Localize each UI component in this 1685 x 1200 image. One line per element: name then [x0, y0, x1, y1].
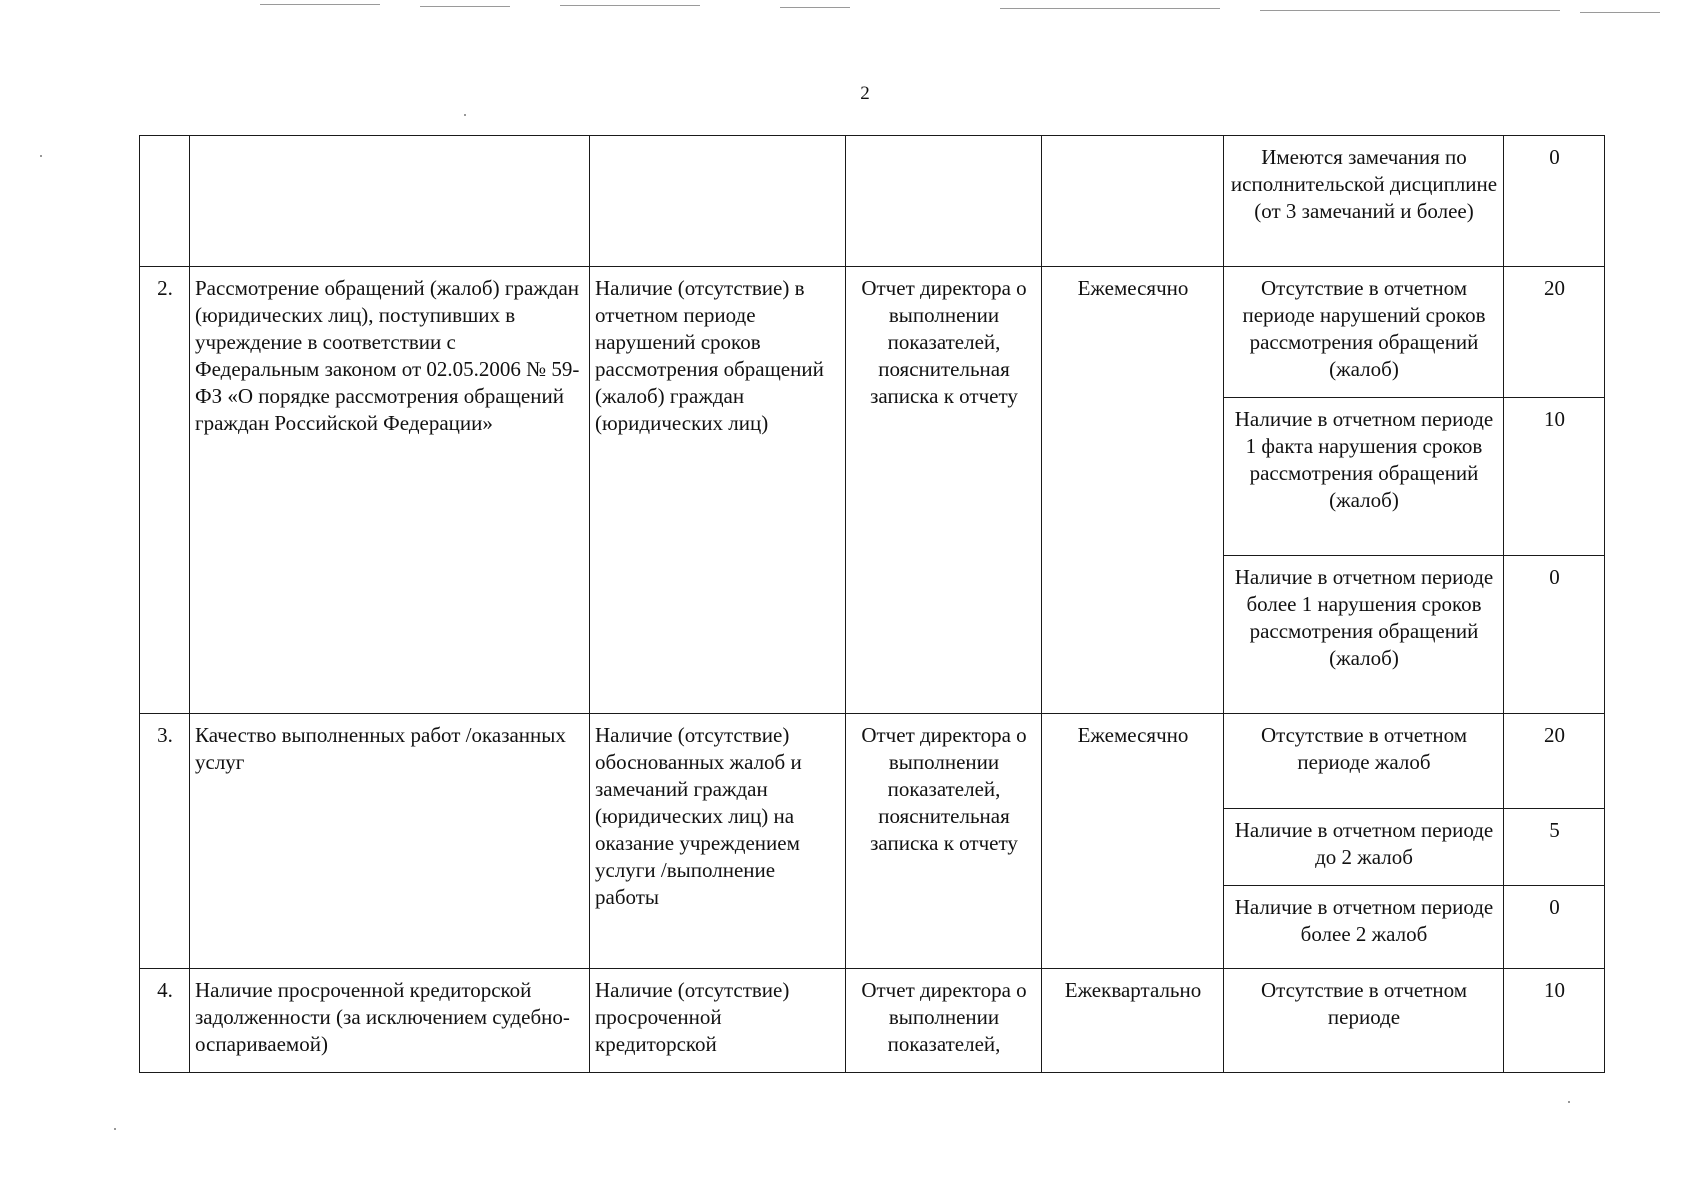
scan-artifact-dot	[464, 114, 466, 116]
table-row-continuation	[140, 136, 1605, 267]
page-number: 2	[860, 83, 870, 104]
indicator-cell: Рассмотрение обращений (жалоб) граждан (юридических лиц), поступивших в учреждение в соответствии с Федеральным законом от 02.05.2006 № 59-ФЗ «О порядке рассмотрения обращений граждан Российской Федерации»	[190, 267, 590, 714]
grade-description-cell: Наличие в отчетном периоде 1 факта нарушения сроков рассмотрения обращений (жалоб)	[1224, 398, 1504, 556]
table-row-4	[140, 969, 1605, 1073]
scan-artifact-line	[420, 6, 510, 7]
source-cell: Отчет директора о выполнении показателей, пояснительная записка к отчету	[846, 714, 1042, 969]
scan-artifact-line	[1000, 8, 1220, 9]
row-number-cell: 2.	[140, 267, 190, 714]
scan-artifact-line	[1260, 10, 1560, 11]
grade-description-cell: Отсутствие в отчетном периоде жалоб	[1224, 714, 1504, 809]
row-number-cell	[140, 136, 190, 267]
grade-description-cell: Наличие в отчетном периоде более 1 нарушения сроков рассмотрения обращений (жалоб)	[1224, 556, 1504, 714]
source-cell	[846, 136, 1042, 267]
indicator-cell	[190, 136, 590, 267]
scan-artifact-dot	[1568, 1101, 1570, 1103]
grade-description-cell: Наличие в отчетном периоде до 2 жалоб	[1224, 809, 1504, 886]
scan-artifact-line	[780, 7, 850, 8]
grade-description-cell: Имеются замечания по исполнительской дисциплине (от 3 замечаний и более)	[1224, 136, 1504, 267]
frequency-cell: Ежемесячно	[1042, 267, 1224, 714]
frequency-cell: Ежеквартально	[1042, 969, 1224, 1073]
score-cell: 20	[1504, 714, 1605, 809]
source-cell: Отчет директора о выполнении показателей, пояснительная записка к отчету	[846, 267, 1042, 714]
score-cell: 20	[1504, 267, 1605, 398]
score-cell: 10	[1504, 969, 1605, 1073]
score-cell: 0	[1504, 136, 1605, 267]
table-row-2	[140, 267, 1605, 398]
score-cell: 5	[1504, 809, 1605, 886]
grade-description-cell: Отсутствие в отчетном периоде нарушений сроков рассмотрения обращений (жалоб)	[1224, 267, 1504, 398]
table-row-3	[140, 714, 1605, 809]
criterion-cell	[590, 136, 846, 267]
row-number-cell: 3.	[140, 714, 190, 969]
scan-artifact-line	[1580, 12, 1660, 13]
frequency-cell	[1042, 136, 1224, 267]
score-cell: 0	[1504, 886, 1605, 969]
criterion-cell: Наличие (отсутствие) обоснованных жалоб и замечаний граждан (юридических лиц) на оказание учреждением услуги /выполнение работы	[590, 714, 846, 969]
source-cell: Отчет директора о выполнении показателей,	[846, 969, 1042, 1073]
grade-description-cell: Наличие в отчетном периоде более 2 жалоб	[1224, 886, 1504, 969]
row-number-cell: 4.	[140, 969, 190, 1073]
indicator-cell: Качество выполненных работ /оказанных услуг	[190, 714, 590, 969]
criterion-cell: Наличие (отсутствие) в отчетном периоде нарушений сроков рассмотрения обращений (жалоб) граждан (юридических лиц)	[590, 267, 846, 714]
scan-artifact-dot	[114, 1128, 116, 1130]
criterion-cell: Наличие (отсутствие) просроченной кредиторской	[590, 969, 846, 1073]
score-cell: 0	[1504, 556, 1605, 714]
grade-description-cell: Отсутствие в отчетном периоде	[1224, 969, 1504, 1073]
scan-artifact-line	[560, 5, 700, 6]
indicators-table	[139, 135, 1605, 1073]
frequency-cell: Ежемесячно	[1042, 714, 1224, 969]
scan-artifact-dot	[40, 155, 42, 157]
indicator-cell: Наличие просроченной кредиторской задолженности (за исключением судебно-оспариваемой)	[190, 969, 590, 1073]
score-cell: 10	[1504, 398, 1605, 556]
scan-artifact-line	[260, 4, 380, 5]
